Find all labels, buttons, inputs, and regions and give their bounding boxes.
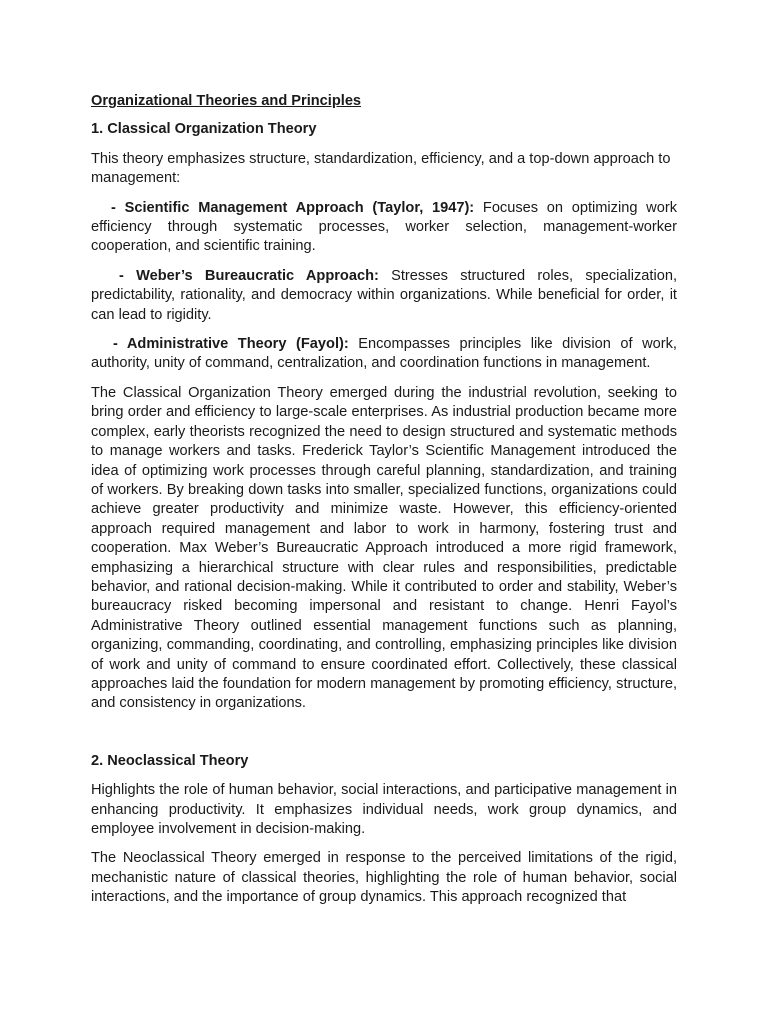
bullet-text: Stresses structured roles, specialization, predictability, rationality, and democracy within organizations. While beneficial for order, it can lead to rigidity. bbox=[91, 267, 677, 323]
section-spacer bbox=[91, 724, 677, 752]
document-page bbox=[91, 92, 677, 918]
document-title: Organizational Theories and Principles bbox=[91, 93, 362, 109]
bullet-lead: - Administrative Theory (Fayol): bbox=[113, 336, 349, 353]
bullet-text: Focuses on optimizing work efficiency through systematic processes, worker selection, management-worker cooperation, and scientific training. bbox=[91, 199, 677, 255]
bullet-bureaucratic-approach bbox=[91, 267, 677, 325]
bullet-administrative-theory bbox=[91, 335, 677, 374]
bullet-lead: - Weber’s Bureaucratic Approach: bbox=[119, 267, 379, 284]
bullet-lead: - Scientific Management Approach (Taylor, 1947): bbox=[111, 199, 475, 216]
section-intro-classical: This theory emphasizes structure, standardization, efficiency, and a top-down approach to management: bbox=[91, 150, 671, 187]
section-body-neoclassical: The Neoclassical Theory emerged in response to the perceived limitations of the rigid, mechanistic nature of classical theories, highlighting the role of human behavior, social interactions, and the importance of group dynamics. This approach recognized that bbox=[91, 850, 677, 906]
section-body-classical: The Classical Organization Theory emerged during the industrial revolution, seeking to bring order and efficiency to large-scale enterprises. As industrial production became more complex, early theorists recognized the need to design structured and systematic methods to manage workers and tasks. Frederick Taylor’s Scientific Management introduced the idea of optimizing work processes through careful planning, standardization, and training of workers. By breaking down tasks into smaller, specialized functions, organizations could achieve greater productivity and minimize waste. However, this efficiency-oriented approach required management and labor to work in harmony, fostering trust and cooperation. Max Weber’s Bureaucratic Approach introduced a more rigid framework, emphasizing a hierarchical structure with clear rules and responsibilities, predictable behavior, and rational decision-making. While it contributed to order and stability, Weber’s bureaucracy risked becoming impersonal and resistant to change. Henri Fayol’s Administrative Theory outlined essential management functions such as planning, organizing, commanding, coordinating, and controlling, emphasizing principles like division of work and unity of command to ensure coordinated effort. Collectively, these classical approaches laid the foundation for modern management by promoting efficiency, structure, and consistency in organizations. bbox=[91, 384, 677, 712]
section-heading-classical: 1. Classical Organization Theory bbox=[91, 121, 317, 138]
bullet-scientific-management bbox=[91, 199, 677, 257]
bullet-text: Encompasses principles like division of work, authority, unity of command, centralization, and coordination functions in management. bbox=[91, 336, 677, 372]
section-intro-neoclassical: Highlights the role of human behavior, social interactions, and participative management in enhancing productivity. It emphasizes individual needs, work group dynamics, and employee involvement in decision-making. bbox=[91, 782, 677, 837]
section-heading-neoclassical: 2. Neoclassical Theory bbox=[91, 752, 249, 769]
